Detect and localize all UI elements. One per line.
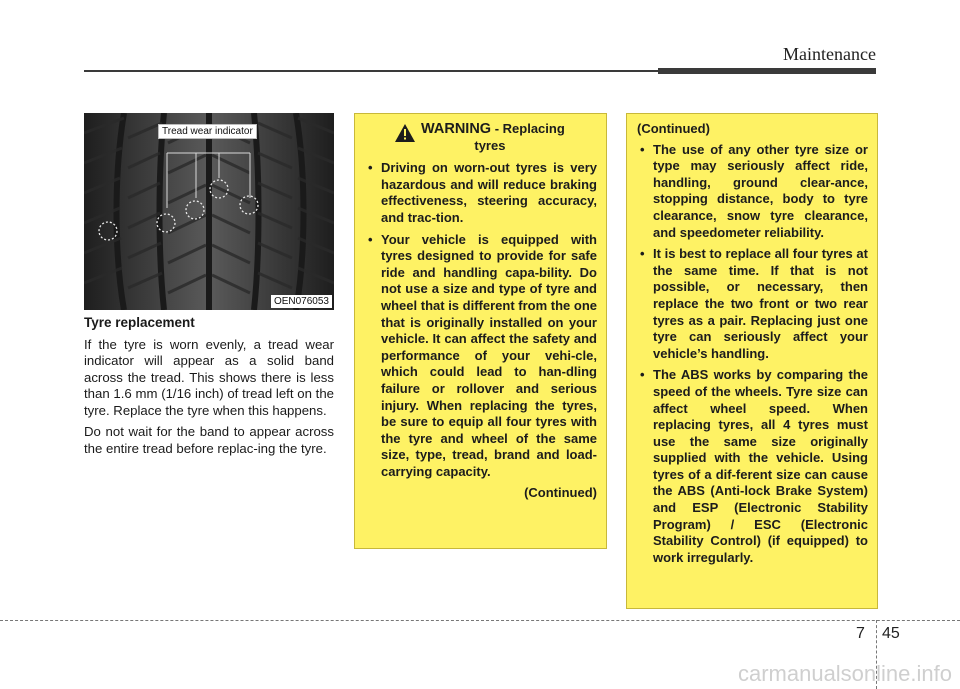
header-rule-accent [658,68,876,74]
list-item: • Driving on worn-out tyres is very hazardous and will reduce braking effectiveness, steering accuracy, and trac-tion. [365,160,597,226]
list-item: • Your vehicle is equipped with tyres designed to provide for safe ride and handling capa-bility. Do not use a size and type of tyre and wheel that is different from the one that is originally installed on your vehicle. It can affect the safety and performance of your vehi-cle, which could lead to han-dling failure or rollover and serious injury. When replacing the tyres, be sure to equip all four tyres with the tyre and wheel of the same size, type, tread, brand and load-carrying capacity. [365,232,597,481]
warning-title: WARNING [421,121,492,137]
section-heading: Tyre replacement [84,315,195,330]
continued-note: (Continued) [524,485,597,501]
figure-code: OEN076053 [271,295,332,308]
watermark: carmanualsonline.info [737,661,952,686]
warning-header [365,121,597,154]
warning-list [365,160,597,480]
warning-subtitle: - Replacing [494,121,565,136]
warning-subtitle-line2: tyres [474,137,506,153]
page-number: 45 [882,625,900,642]
tyre-tread-figure [84,113,334,310]
continued-box [626,113,878,609]
warning-box [354,113,607,549]
body-paragraph: Do not wait for the band to appear across the entire tread before replac-ing the tyre. [84,424,334,456]
continued-list [637,142,868,567]
header-rule [84,70,659,72]
list-item: • It is best to replace all four tyres at the same time. If that is not possible, or necessary, then replace the two front or two rear tyres as a pair. Replacing just one tyre can seriously affect your vehicle’s handling. [637,246,868,362]
footer-rule [0,620,960,621]
figure-label: Tread wear indicator [158,124,257,139]
list-item: • The use of any other tyre size or type may seriously affect ride, handling, ground clear-ance, stopping distance, body to tyre clearance, snow tyre clearance, and speedometer reliability. [637,142,868,242]
left-column [84,315,334,462]
chapter-number: 7 [856,625,865,642]
list-item: • The ABS works by comparing the speed of the wheels. Tyre size can affect wheel speed. When replacing tyres, all 4 tyres must use the same size originally supplied with the vehicle. Using tyres of a dif-ferent size can cause the ABS (Anti-lock Brake System) and ESP (Electronic Stability Program) / ESC (Electronic Stability Control) (if equipped) to work irregularly. [637,367,868,566]
header-title: Maintenance [783,44,876,64]
body-paragraph: If the tyre is worn evenly, a tread wear indicator will appear as a solid band across the tread. This shows there is less than 1.6 mm (1/16 inch) of tread left on the tyre. Replace the tyre when this happens. [84,336,334,418]
tyre-tread-image [84,113,334,310]
continued-heading: (Continued) [637,121,710,136]
warning-triangle-icon [395,124,415,142]
